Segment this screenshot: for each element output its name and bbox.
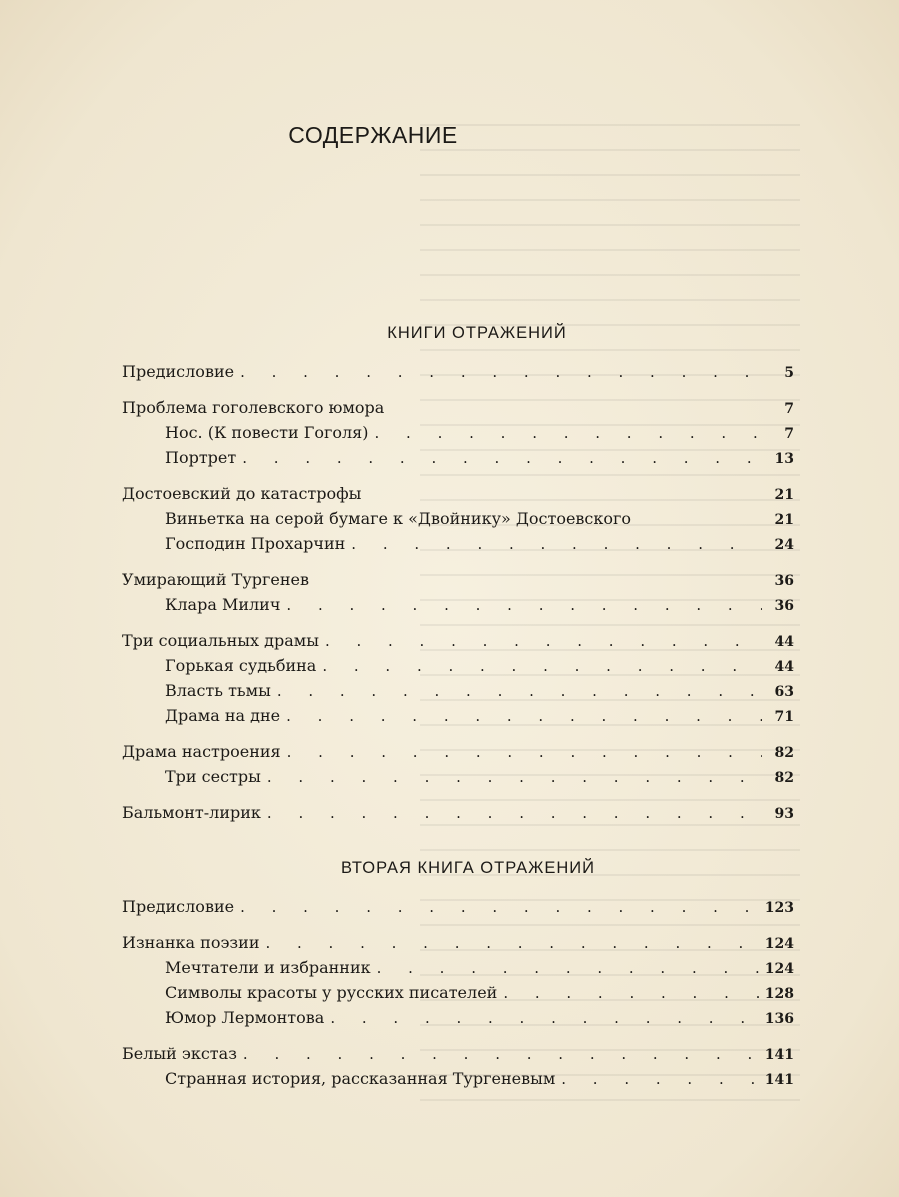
entry-title: Портрет <box>165 448 237 467</box>
dot-leader <box>265 931 758 956</box>
toc-entry <box>122 481 794 506</box>
entry-title: Проблема гоголевского юмора <box>122 398 385 417</box>
entry-title: Бальмонт-лирик <box>122 803 261 822</box>
entry-title: Юмор Лермонтова <box>165 1008 325 1027</box>
toc-entry <box>122 1005 794 1030</box>
entry-title: Драма на дне <box>165 706 281 725</box>
toc-group <box>122 739 794 789</box>
dot-leader <box>267 765 762 790</box>
entry-page-number: 123 <box>764 900 794 916</box>
entry-page-number: 93 <box>774 806 794 822</box>
toc-entry <box>122 592 794 617</box>
entry-page-number: 7 <box>784 426 794 442</box>
entry-title: Власть тьмы <box>165 681 271 700</box>
dot-leader <box>267 801 762 826</box>
dot-leader <box>377 956 759 981</box>
entry-page-number: 71 <box>774 709 794 725</box>
entry-page-number: 82 <box>774 745 794 761</box>
entry-page-number: 124 <box>764 936 794 952</box>
toc-group <box>122 395 794 470</box>
table-of-contents <box>122 318 794 1119</box>
entry-title: Господин Прохарчин <box>165 534 346 553</box>
dot-leader <box>503 981 758 1006</box>
entry-page-number: 82 <box>774 770 794 786</box>
toc-group <box>122 800 794 825</box>
toc-entry <box>122 703 794 728</box>
dot-leader <box>561 1067 759 1092</box>
entry-title: Три сестры <box>165 767 261 786</box>
toc-entry <box>122 678 794 703</box>
entry-title: Умирающий Тургенев <box>122 570 309 589</box>
toc-group <box>122 628 794 728</box>
entry-page-number: 136 <box>764 1011 794 1027</box>
entry-page-number: 36 <box>774 573 794 589</box>
section-heading: КНИГИ ОТРАЖЕНИЙ <box>387 324 567 342</box>
page-title: СОДЕРЖАНИЕ <box>288 122 458 148</box>
entry-title: Предисловие <box>122 897 235 916</box>
entry-title: Изнанка поэзии <box>122 933 260 952</box>
toc-entry <box>122 653 794 678</box>
dot-leader <box>375 421 762 446</box>
entry-page-number: 24 <box>774 537 794 553</box>
entry-page-number: 13 <box>774 451 794 467</box>
entry-title: Виньетка на серой бумаге к «Двойнику» Достоевского <box>165 509 632 528</box>
dot-leader <box>286 704 762 729</box>
toc-entry <box>122 894 794 919</box>
toc-entry <box>122 800 794 825</box>
toc-entry <box>122 395 794 420</box>
entry-title: Мечтатели и избранник <box>165 958 371 977</box>
entry-title: Клара Милич <box>165 595 281 614</box>
dot-leader <box>330 1006 758 1031</box>
entry-title: Странная история, рассказанная Тургеневым <box>165 1069 556 1088</box>
toc-section <box>122 853 794 1091</box>
dot-leader <box>240 895 759 920</box>
toc-entry <box>122 506 794 531</box>
entry-title: Три социальных драмы <box>122 631 319 650</box>
toc-entry <box>122 445 794 470</box>
dot-leader <box>243 1042 759 1067</box>
entry-page-number: 124 <box>764 961 794 977</box>
dot-leader <box>277 679 762 704</box>
toc-entry <box>122 930 794 955</box>
toc-entry <box>122 764 794 789</box>
entry-title: Достоевский до катастрофы <box>122 484 362 503</box>
entry-page-number: 21 <box>774 487 794 503</box>
entry-page-number: 44 <box>774 634 794 650</box>
toc-entry <box>122 1041 794 1066</box>
entry-page-number: 5 <box>784 365 794 381</box>
toc-entry <box>122 531 794 556</box>
dot-leader <box>240 360 762 385</box>
toc-group <box>122 930 794 1030</box>
dot-leader <box>325 629 762 654</box>
entry-title: Белый экстаз <box>122 1044 237 1063</box>
entry-page-number: 21 <box>774 512 794 528</box>
entry-title: Драма настроения <box>122 742 281 761</box>
toc-entry <box>122 955 794 980</box>
toc-group <box>122 567 794 617</box>
entry-page-number: 7 <box>784 401 794 417</box>
toc-entry <box>122 980 794 1005</box>
entry-page-number: 141 <box>764 1047 794 1063</box>
entry-page-number: 36 <box>774 598 794 614</box>
toc-entry <box>122 628 794 653</box>
toc-section <box>122 318 794 825</box>
toc-group <box>122 894 794 919</box>
entry-title: Нос. (К повести Гоголя) <box>165 423 369 442</box>
entry-page-number: 63 <box>774 684 794 700</box>
toc-group <box>122 359 794 384</box>
entry-title: Символы красоты у русских писателей <box>165 983 498 1002</box>
toc-group <box>122 1041 794 1091</box>
entry-title: Предисловие <box>122 362 235 381</box>
entry-page-number: 44 <box>774 659 794 675</box>
dot-leader <box>322 654 762 679</box>
dot-leader <box>351 532 762 557</box>
dot-leader <box>287 740 762 765</box>
toc-group <box>122 481 794 556</box>
entry-page-number: 141 <box>764 1072 794 1088</box>
section-heading: ВТОРАЯ КНИГА ОТРАЖЕНИЙ <box>341 859 595 877</box>
entry-title: Горькая судьбина <box>165 656 317 675</box>
dot-leader <box>242 446 762 471</box>
toc-entry <box>122 567 794 592</box>
toc-entry <box>122 1066 794 1091</box>
toc-entry <box>122 359 794 384</box>
dot-leader <box>286 593 762 618</box>
toc-entry <box>122 420 794 445</box>
toc-entry <box>122 739 794 764</box>
entry-page-number: 128 <box>764 986 794 1002</box>
